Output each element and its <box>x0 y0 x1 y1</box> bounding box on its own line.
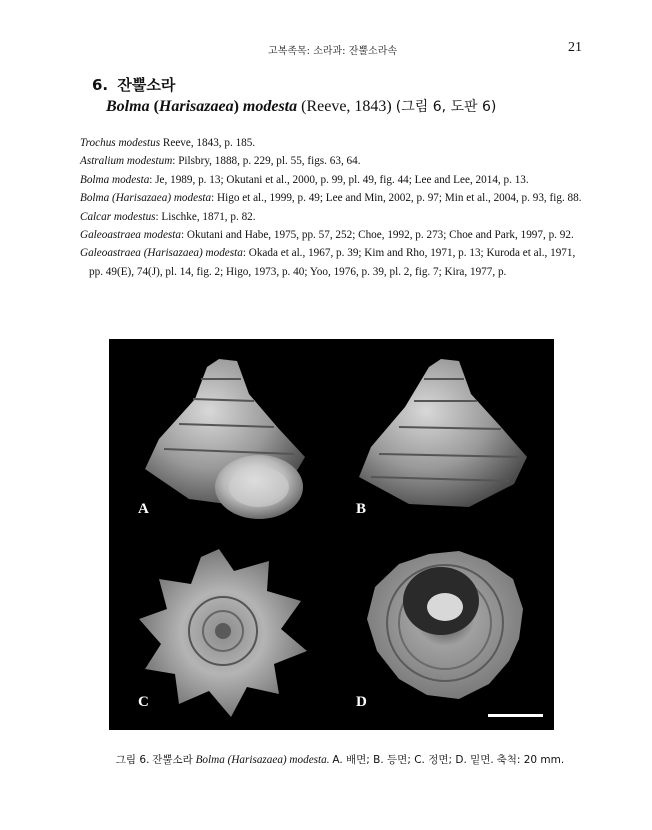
shell-panel-d <box>367 551 523 699</box>
species-korean-name: 잔뿔소라 <box>117 76 176 94</box>
shell-panel-a <box>145 359 305 519</box>
synonym-name: Galeoastraea modesta <box>80 229 181 242</box>
synonym-entry <box>80 208 590 226</box>
panel-label-d: D <box>356 694 367 710</box>
shell-photographs <box>109 339 554 730</box>
species-number: 6. <box>92 76 109 94</box>
synonym-name: Galeoastraea (Harisazaea) modesta <box>80 247 243 260</box>
panel-label-c: C <box>138 694 149 710</box>
running-head: 고복족목: 소라과: 잔뿔소라속 <box>268 46 398 57</box>
synonym-refs: : Je, 1989, p. 13; Okutani et al., 2000, p. 99, pl. 49, fig. 44; Lee and Lee, 2014, p. 13. <box>149 173 529 186</box>
synonym-name: Trochus modestus <box>80 137 161 149</box>
synonym-name: Calcar modestus <box>80 210 156 223</box>
figure-reference: (그림 6, 도판 6) <box>395 99 497 115</box>
caption-label: 그림 6. <box>115 754 150 766</box>
synonym-refs: : Okada et al., 1967, p. 39; Kim and Rho, 1971, p. 13; Kuroda et al., 1971, pp. 49(E), 74(J), pl. 14, fig. 2; Higo, 1973, p. 40; Yoo, 1976, p. 39, pl. 2, fig. 7; Kira, 1977, p. <box>89 247 576 278</box>
shell-panel-c <box>139 549 307 717</box>
synonym-name: Bolma (Harisazaea) modesta <box>80 192 212 205</box>
synonym-entry <box>80 226 590 244</box>
scale-bar <box>488 714 543 717</box>
species-korean-title <box>92 74 496 96</box>
panel-label-b: B <box>356 501 367 517</box>
synonym-entry <box>80 189 590 207</box>
figure-caption <box>80 752 600 767</box>
synonym-refs: : Pilsbry, 1888, p. 229, pl. 55, figs. 63, 64. <box>172 155 361 168</box>
shell-panel-b <box>359 359 527 507</box>
caption-korean-name: 잔뿔소라 <box>152 754 193 766</box>
synonym-name: Bolma modesta <box>80 173 150 186</box>
synonym-refs: : Okutani and Habe, 1975, pp. 57, 252; Choe, 1992, p. 273; Choe and Park, 1997, p. 92. <box>181 229 574 242</box>
species-epithet: modesta <box>242 98 298 115</box>
species-heading <box>92 74 496 118</box>
synonym-refs: : Higo et al., 1999, p. 49; Lee and Min, 2002, p. 97; Min et al., 2004, p. 93, fig. 88. <box>211 192 582 205</box>
synonym-entry <box>80 134 590 152</box>
synonym-refs: Reeve, 1843, p. 185. <box>160 137 256 149</box>
caption-views: A. 배면; B. 등면; C. 정면; D. 밑면. <box>332 754 494 766</box>
synonym-entry <box>80 152 590 170</box>
genus-name: Bolma <box>106 98 150 115</box>
synonym-entry <box>80 244 590 281</box>
caption-scale: 축척: 20 mm. <box>496 754 565 766</box>
figure-plate <box>109 339 554 730</box>
synonym-name: Astralium modestum <box>80 155 173 168</box>
synonym-refs: : Lischke, 1871, p. 82. <box>155 210 256 223</box>
synonymy-list <box>80 134 590 281</box>
subgenus-name: Harisazaea <box>158 98 234 115</box>
species-authority: (Reeve, 1843) <box>301 98 392 115</box>
species-scientific-title: Bolma (Harisazaea) modesta (Reeve, 1843) (그림 6, 도판 6) <box>106 98 497 115</box>
caption-species: Bolma (Harisazaea) modesta. <box>195 754 330 766</box>
synonym-entry <box>80 171 590 189</box>
page-number: 21 <box>568 40 582 55</box>
panel-label-a: A <box>138 501 149 517</box>
